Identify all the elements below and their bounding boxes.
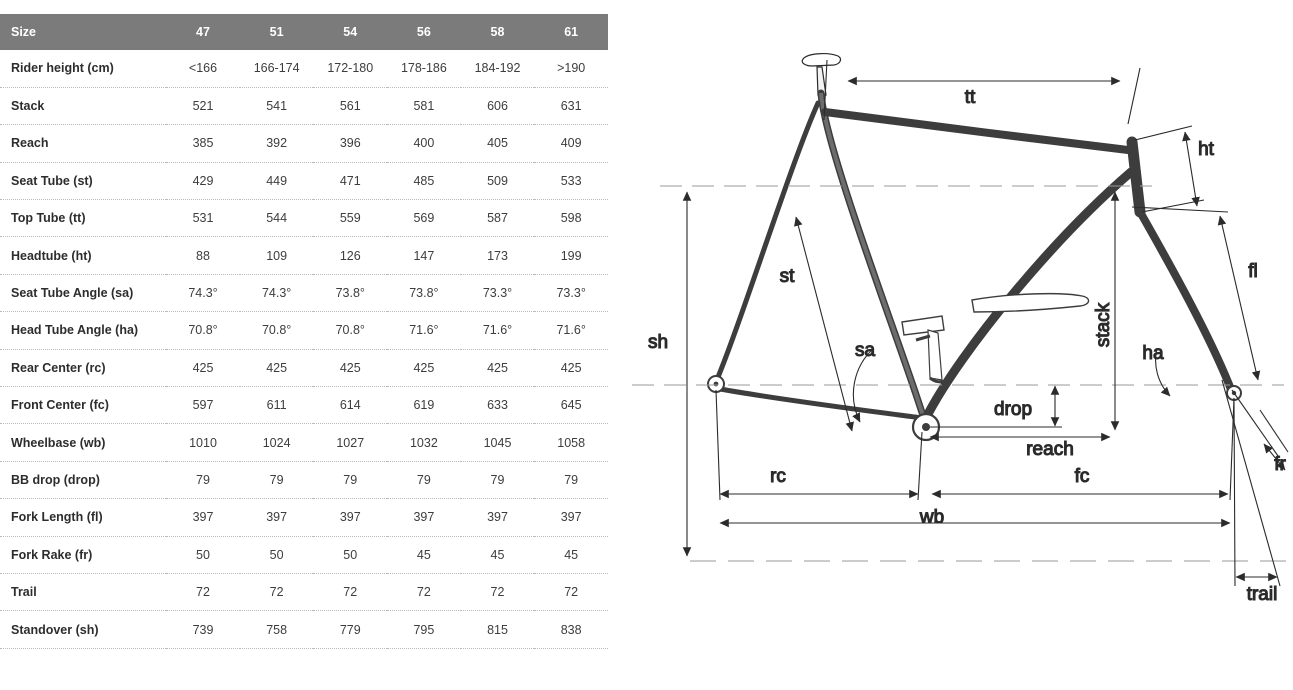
- row-label: Fork Length (fl): [0, 499, 166, 536]
- frame-geometry-diagram: [612, 0, 1293, 690]
- chain-stay: [720, 389, 922, 418]
- cell: 645: [534, 387, 608, 424]
- table-row: [0, 536, 608, 573]
- label-ha: ha: [1142, 343, 1164, 364]
- table-row: [0, 387, 608, 424]
- cell: 581: [387, 87, 461, 124]
- cell: 50: [313, 536, 387, 573]
- table-row: [0, 200, 608, 237]
- cell: 79: [240, 461, 314, 498]
- fl-dim: [1220, 216, 1258, 380]
- cell: 1010: [166, 424, 240, 461]
- cell: 397: [534, 499, 608, 536]
- seat-and-post: [802, 54, 840, 95]
- table-row: [0, 573, 608, 610]
- cell: <166: [166, 50, 240, 87]
- row-label: Wheelbase (wb): [0, 424, 166, 461]
- cell: 50: [240, 536, 314, 573]
- header-size-54: 54: [313, 14, 387, 50]
- cell: 533: [534, 162, 608, 199]
- cell: 71.6°: [534, 312, 608, 349]
- cell: 397: [166, 499, 240, 536]
- cell: 74.3°: [166, 274, 240, 311]
- label-reach: reach: [1026, 439, 1074, 460]
- cell: 569: [387, 200, 461, 237]
- cell: >190: [534, 50, 608, 87]
- cell: 631: [534, 87, 608, 124]
- label-drop: drop: [993, 399, 1033, 420]
- cell: 425: [166, 349, 240, 386]
- label-fl: fl: [1248, 261, 1258, 282]
- row-label: Standover (sh): [0, 611, 166, 648]
- label-sa: sa: [854, 340, 876, 361]
- label-ht: ht: [1198, 139, 1214, 160]
- cell: 400: [387, 125, 461, 162]
- cell: 425: [313, 349, 387, 386]
- st-dim: [796, 217, 852, 431]
- cell: 392: [240, 125, 314, 162]
- label-wb: wb: [919, 507, 945, 528]
- cell: 397: [240, 499, 314, 536]
- stem: [902, 316, 944, 335]
- cell: 73.3°: [534, 274, 608, 311]
- table-row: [0, 424, 608, 461]
- label-st: st: [779, 266, 795, 287]
- label-fc: fc: [1074, 466, 1090, 487]
- header-size-51: 51: [240, 14, 314, 50]
- cell: 779: [313, 611, 387, 648]
- cell: 815: [461, 611, 535, 648]
- cell: 45: [461, 536, 535, 573]
- cell: 397: [461, 499, 535, 536]
- cell: 73.3°: [461, 274, 535, 311]
- cell: 72: [461, 573, 535, 610]
- row-label: Seat Tube (st): [0, 162, 166, 199]
- cell: 409: [534, 125, 608, 162]
- label-trail: trail: [1246, 584, 1278, 605]
- down-tube: [928, 172, 1131, 414]
- cell: 758: [240, 611, 314, 648]
- cell: 449: [240, 162, 314, 199]
- table-row: [0, 162, 608, 199]
- cell: 70.8°: [240, 312, 314, 349]
- cell: 521: [166, 87, 240, 124]
- cell: 50: [166, 536, 240, 573]
- row-label: Front Center (fc): [0, 387, 166, 424]
- table-row: [0, 125, 608, 162]
- header-size-58: 58: [461, 14, 535, 50]
- geometry-table-container: [0, 14, 608, 649]
- label-tt: tt: [964, 87, 976, 108]
- cell: 425: [461, 349, 535, 386]
- cell: 559: [313, 200, 387, 237]
- table-row: [0, 312, 608, 349]
- cell: 425: [240, 349, 314, 386]
- table-row: [0, 349, 608, 386]
- row-label: Trail: [0, 573, 166, 610]
- top-tube: [825, 112, 1128, 150]
- table-row: [0, 50, 608, 87]
- row-label: Fork Rake (fr): [0, 536, 166, 573]
- cell: 166-174: [240, 50, 314, 87]
- label-fr: fr: [1274, 454, 1286, 475]
- cell: 561: [313, 87, 387, 124]
- table-row: [0, 499, 608, 536]
- cell: 619: [387, 387, 461, 424]
- cell: 72: [240, 573, 314, 610]
- cell: 70.8°: [313, 312, 387, 349]
- cell: 795: [387, 611, 461, 648]
- table-row: [0, 237, 608, 274]
- cell: 397: [387, 499, 461, 536]
- cell: 597: [166, 387, 240, 424]
- cell: 79: [166, 461, 240, 498]
- label-stack: stack: [1093, 302, 1114, 348]
- cell: 396: [313, 125, 387, 162]
- row-label: Reach: [0, 125, 166, 162]
- cell: 1045: [461, 424, 535, 461]
- cell: 1032: [387, 424, 461, 461]
- table-row: [0, 87, 608, 124]
- cell: 173: [461, 237, 535, 274]
- row-label: Head Tube Angle (ha): [0, 312, 166, 349]
- cell: 544: [240, 200, 314, 237]
- cell: 405: [461, 125, 535, 162]
- cell: 838: [534, 611, 608, 648]
- cell: 71.6°: [461, 312, 535, 349]
- table-row: [0, 274, 608, 311]
- handlebar: [972, 294, 1089, 312]
- cell: 509: [461, 162, 535, 199]
- cell: 72: [387, 573, 461, 610]
- head-tube: [1132, 142, 1140, 212]
- cell: 1058: [534, 424, 608, 461]
- cell: 73.8°: [313, 274, 387, 311]
- cell: 184-192: [461, 50, 535, 87]
- row-label: Headtube (ht): [0, 237, 166, 274]
- table-row: [0, 611, 608, 648]
- cell: 73.8°: [387, 274, 461, 311]
- cell: 172-180: [313, 50, 387, 87]
- cell: 45: [534, 536, 608, 573]
- cell: 425: [534, 349, 608, 386]
- table-header-row: [0, 14, 608, 50]
- cell: 109: [240, 237, 314, 274]
- header-size-47: 47: [166, 14, 240, 50]
- cell: 74.3°: [240, 274, 314, 311]
- ht-dim: [1185, 132, 1197, 206]
- cell: 72: [313, 573, 387, 610]
- cell: 397: [313, 499, 387, 536]
- cell: 88: [166, 237, 240, 274]
- cell: 79: [534, 461, 608, 498]
- cell: 79: [387, 461, 461, 498]
- cell: 79: [461, 461, 535, 498]
- cell: 614: [313, 387, 387, 424]
- cell: 45: [387, 536, 461, 573]
- cell: 70.8°: [166, 312, 240, 349]
- row-label: BB drop (drop): [0, 461, 166, 498]
- cell: 739: [166, 611, 240, 648]
- row-label: Seat Tube Angle (sa): [0, 274, 166, 311]
- fork: [1139, 210, 1232, 392]
- row-label: Top Tube (tt): [0, 200, 166, 237]
- cell: 79: [313, 461, 387, 498]
- cell: 72: [534, 573, 608, 610]
- cell: 598: [534, 200, 608, 237]
- cell: 485: [387, 162, 461, 199]
- cell: 531: [166, 200, 240, 237]
- cell: 1024: [240, 424, 314, 461]
- geometry-table: [0, 14, 608, 649]
- cell: 587: [461, 200, 535, 237]
- cell: 1027: [313, 424, 387, 461]
- header-size: Size: [0, 14, 166, 50]
- row-label: Rear Center (rc): [0, 349, 166, 386]
- cell: 72: [166, 573, 240, 610]
- table-body: [0, 50, 608, 648]
- cell: 425: [387, 349, 461, 386]
- label-sh: sh: [647, 332, 669, 353]
- table-header: [0, 14, 608, 50]
- cell: 71.6°: [387, 312, 461, 349]
- row-label: Rider height (cm): [0, 50, 166, 87]
- cell: 126: [313, 237, 387, 274]
- cell: 178-186: [387, 50, 461, 87]
- row-label: Stack: [0, 87, 166, 124]
- cell: 385: [166, 125, 240, 162]
- header-size-56: 56: [387, 14, 461, 50]
- cell: 541: [240, 87, 314, 124]
- cell: 633: [461, 387, 535, 424]
- cell: 611: [240, 387, 314, 424]
- cell: 606: [461, 87, 535, 124]
- label-rc: rc: [770, 466, 786, 487]
- header-size-61: 61: [534, 14, 608, 50]
- cell: 429: [166, 162, 240, 199]
- cell: 471: [313, 162, 387, 199]
- cell: 199: [534, 237, 608, 274]
- cell: 147: [387, 237, 461, 274]
- table-row: [0, 461, 608, 498]
